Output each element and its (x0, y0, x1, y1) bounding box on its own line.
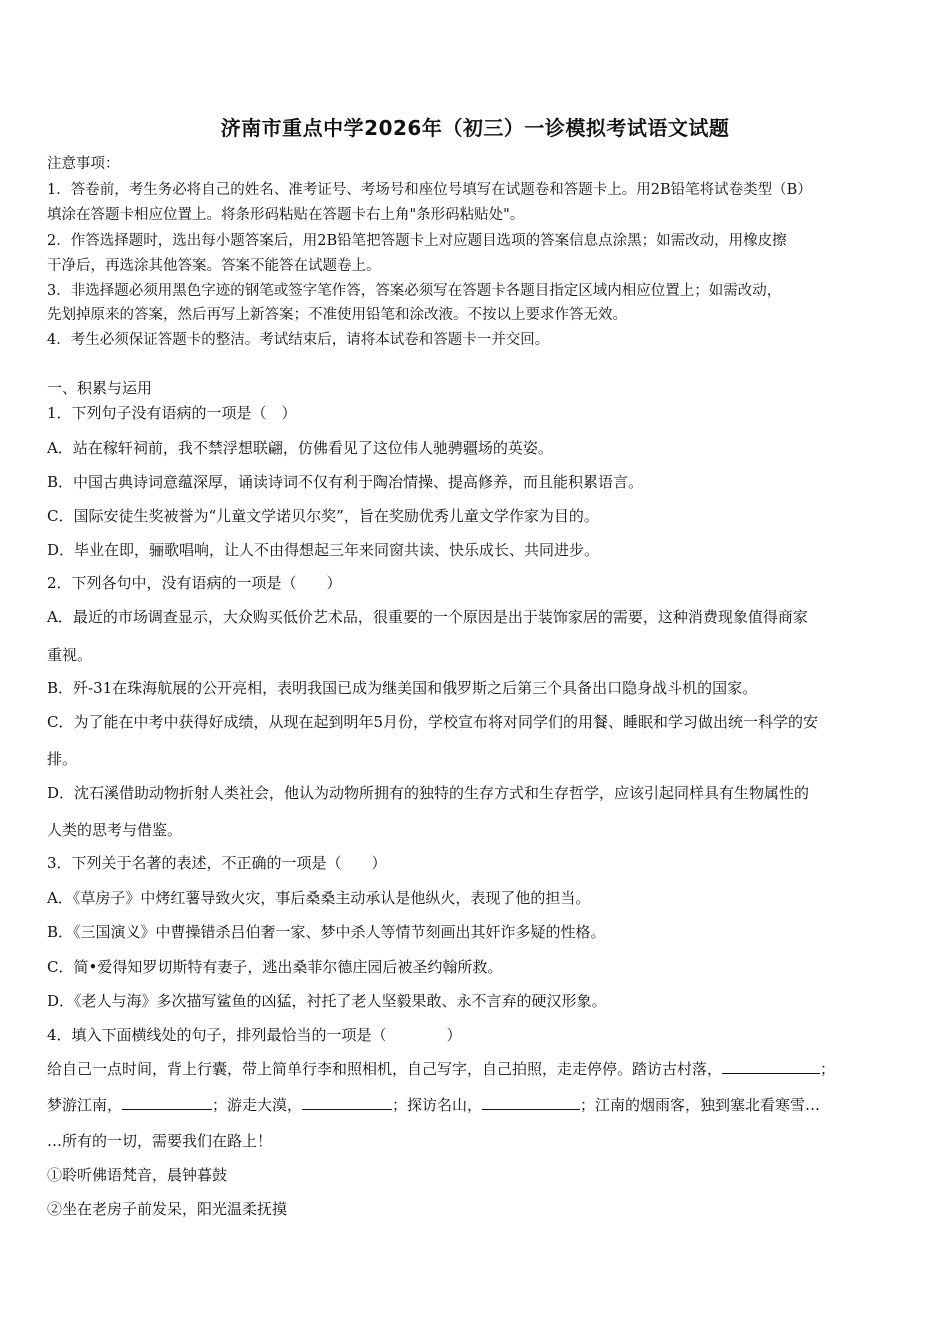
passage-text: 给自己一点时间，背上行囊，带上简单行李和照相机，自己写字，自己拍照，走走停停。踏访古村落， (47, 1060, 723, 1078)
question-3-option-b: B．《三国演义》中曹操错杀吕伯奢一家、梦中杀人等情节刻画出其奸诈多疑的性格。 (47, 923, 606, 941)
question-2-option-c-cont: 排。 (47, 750, 78, 768)
question-2-option-c: C．为了能在中考中获得好成绩，从现在起到明年5月份，学校宣布将对同学们的用餐、睡眠和学习做出统一科学的安 (47, 713, 819, 731)
notice-line: 干净后，再选涂其他答案。答案不能答在试题卷上。 (47, 258, 381, 274)
question-1-stem: 1．下列句子没有语病的一项是（ ） (47, 404, 297, 422)
answer-blank[interactable] (482, 1095, 580, 1110)
question-4-sentence-2: ②坐在老房子前发呆，阳光温柔抚摸 (47, 1200, 288, 1218)
question-4-passage-line-1 (47, 1058, 835, 1079)
passage-text: ； (820, 1060, 836, 1078)
question-4-stem: 4．填入下面横线处的句子，排列最恰当的一项是（ ） (47, 1026, 462, 1044)
question-2-option-d: D．沈石溪借助动物折射人类社会，他认为动物所拥有的独特的生存方式和生存哲学，应该引起同样具有生物属性的 (47, 784, 810, 802)
question-1-option-b: B．中国古典诗词意蕴深厚，诵读诗词不仅有利于陶冶情操、提高修养，而且能积累语言。 (47, 473, 644, 491)
question-1-option-d: D．毕业在即，骊歌唱响，让人不由得想起三年来同窗共读、快乐成长、共同进步。 (47, 541, 600, 559)
passage-text: ；江南的烟雨客，独到塞北看寒雪… (580, 1096, 821, 1114)
question-3-option-d: D．《老人与海》多次描写鲨鱼的凶猛，衬托了老人坚毅果敢、永不言弃的硬汉形象。 (47, 992, 607, 1010)
notice-line: 填涂在答题卡相应位置上。将条形码粘贴在答题卡右上角"条形码粘贴处"。 (47, 207, 525, 223)
question-3-option-c: C．简•爱得知罗切斯特有妻子，逃出桑菲尔德庄园后被圣约翰所救。 (47, 958, 503, 976)
question-3-stem: 3．下列关于名著的表述，不正确的一项是（ ） (47, 854, 387, 872)
question-4-sentence-1: ①聆听佛语梵音，晨钟暮鼓 (47, 1166, 228, 1184)
question-3-option-a: A．《草房子》中烤红薯导致火灾，事后桑桑主动承认是他纵火，表现了他的担当。 (47, 889, 591, 907)
answer-blank[interactable] (122, 1095, 212, 1110)
passage-text: ；游走大漠， (212, 1096, 303, 1114)
question-2-option-d-cont: 人类的思考与借鉴。 (47, 821, 183, 839)
notice-line: 先划掉原来的答案，然后再写上新答案；不准使用铅笔和涂改液。不按以上要求作答无效。 (47, 307, 627, 323)
notice-line: 4．考生必须保证答题卡的整洁。考试结束后，请将本试卷和答题卡一并交回。 (47, 332, 550, 348)
question-2-option-a-cont: 重视。 (47, 646, 93, 664)
notice-heading: 注意事项： (47, 156, 120, 172)
notice-line: 2．作答选择题时，选出每小题答案后，用2B铅笔把答题卡上对应题目选项的答案信息点涂黑；如需改动，用橡皮擦 (47, 233, 787, 249)
section-heading: 一、积累与运用 (47, 379, 153, 397)
passage-text: ；探访名山， (392, 1096, 483, 1114)
question-4-passage-line-2 (47, 1094, 820, 1115)
question-1-option-a: A．站在稼轩祠前，我不禁浮想联翩，仿佛看见了这位伟人驰骋疆场的英姿。 (47, 439, 553, 457)
notice-line: 3．非选择题必须用黑色字迹的钢笔或签字笔作答，答案必须写在答题卡各题目指定区域内相应位置上；如需改动， (47, 283, 782, 299)
passage-text: 梦游江南， (47, 1096, 123, 1114)
notice-line: 1．答卷前，考生务必将自己的姓名、准考证号、考场号和座位号填写在试题卷和答题卡上。用2B铅笔将试卷类型（B） (47, 182, 812, 198)
question-4-passage-line-3: …所有的一切，需要我们在路上！ (47, 1132, 273, 1150)
question-2-stem: 2．下列各句中，没有语病的一项是（ ） (47, 574, 342, 592)
answer-blank[interactable] (722, 1059, 820, 1074)
answer-blank[interactable] (302, 1095, 392, 1110)
question-1-option-c: C．国际安徒生奖被誉为“儿童文学诺贝尔奖”，旨在奖励优秀儿童文学作家为目的。 (47, 507, 599, 525)
page-title: 济南市重点中学2026年（初三）一诊模拟考试语文试题 (220, 116, 730, 140)
question-2-option-a: A．最近的市场调查显示，大众购买低价艺术品，很重要的一个原因是出于装饰家居的需要，这种消费现象值得商家 (47, 608, 808, 626)
question-2-option-b: B．歼-31在珠海航展的公开亮相，表明我国已成为继美国和俄罗斯之后第三个具备出口隐身战斗机的国家。 (47, 679, 758, 697)
